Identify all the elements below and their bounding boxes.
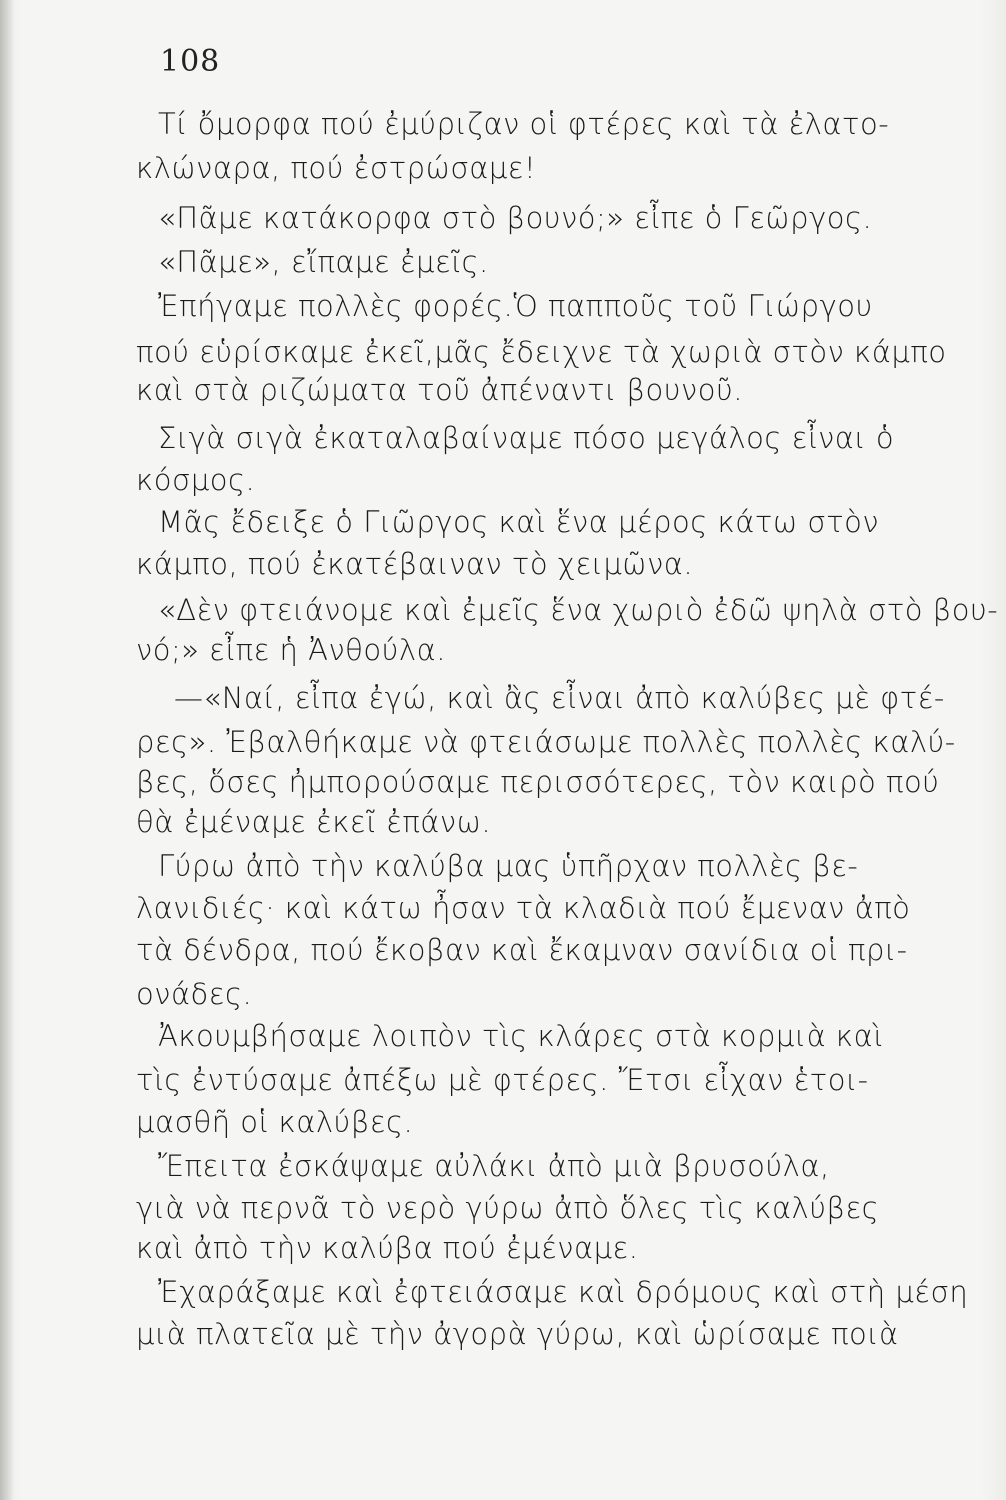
text-line: Γύρω ἀπὸ τὴν καλύβα μας ὑπῆρχαν πολλὲς βε- [158,849,859,883]
text-line: Ἔπειτα ἐσκάψαμε αὐλάκι ἀπὸ μιὰ βρυσούλα, [158,1149,830,1183]
text-line: «Πᾶμε κατάκορφα στὸ βουνό;» εἶπε ὁ Γεῶργος. [158,201,873,235]
text-line: κάμπο, πού ἐκατέβαιναν τὸ χειμῶνα. [136,547,694,581]
text-line: «Δὲν φτειάνομε καὶ ἐμεῖς ἕνα χωριὸ ἐδῶ ψηλὰ στὸ βου- [158,593,999,627]
text-line: «Πᾶμε», εἴπαμε ἐμεῖς. [158,245,489,279]
text-line: μασθῆ οἱ καλύβες. [136,1105,414,1139]
text-line: —«Ναί, εἶπα ἐγώ, καὶ ἂς εἶναι ἀπὸ καλύβες μὲ φτέ- [174,681,945,715]
text-line: τὰ δένδρα, πού ἔκοβαν καὶ ἔκαμναν σανίδια οἱ πρι- [136,933,908,967]
text-line: καὶ στὰ ριζώματα τοῦ ἀπέναντι βουνοῦ. [136,373,743,407]
page-number: 108 [160,44,221,79]
text-line: θὰ ἐμέναμε ἐκεῖ ἐπάνω. [136,805,492,839]
text-line: Ἀκουμβήσαμε λοιπὸν τὶς κλάρες στὰ κορμιὰ καὶ [158,1019,884,1053]
text-line: ρες». Ἐβαλθήκαμε νὰ φτειάσωμε πολλὲς πολλὲς καλύ- [136,725,956,759]
text-line: καὶ ἀπὸ τὴν καλύβα πού ἐμέναμε. [136,1231,639,1265]
text-line: γιὰ νὰ περνᾶ τὸ νερὸ γύρω ἀπὸ ὅλες τὶς καλύβες [136,1191,880,1225]
text-line: τὶς ἐντύσαμε ἀπέξω μὲ φτέρες. Ἔτσι εἶχαν ἑτοι- [136,1063,869,1097]
text-line: Σιγὰ σιγὰ ἐκαταλαβαίναμε πόσο μεγάλος εἶναι ὁ [158,421,895,455]
text-line: Ἐπήγαμε πολλὲς φορές.Ὁ παπποῦς τοῦ Γιώργου [158,289,873,323]
text-line: νό;» εἶπε ἡ Ἀνθούλα. [136,633,446,667]
text-line: Μᾶς ἔδειξε ὁ Γιῶργος καὶ ἕνα μέρος κάτω στὸν [158,505,880,539]
text-line: μιὰ πλατεῖα μὲ τὴν ἀγορὰ γύρω, καὶ ὡρίσαμε ποιὰ [136,1317,899,1351]
text-line: Τί ὄμορφα πού ἐμύριζαν οἱ φτέρες καὶ τὰ ἐλατο- [158,107,890,141]
text-line: κόσμος. [136,463,256,497]
text-line: κλώναρα, πού ἐστρώσαμε! [136,151,537,185]
text-line: ονάδες. [136,977,253,1011]
text-line: πού εὑρίσκαμε ἐκεῖ,μᾶς ἔδειχνε τὰ χωριὰ στὸν κάμπο [136,335,947,369]
page-gutter-shadow [0,0,14,1500]
text-line: λανιδιές· καὶ κάτω ἦσαν τὰ κλαδιὰ πού ἔμεναν ἀπὸ [136,891,911,925]
text-line: βες, ὅσες ἠμπορούσαμε περισσότερες, τὸν καιρὸ πού [136,765,940,799]
text-line: Ἐχαράξαμε καὶ ἐφτειάσαμε καὶ δρόμους καὶ στὴ μέση [158,1275,969,1309]
